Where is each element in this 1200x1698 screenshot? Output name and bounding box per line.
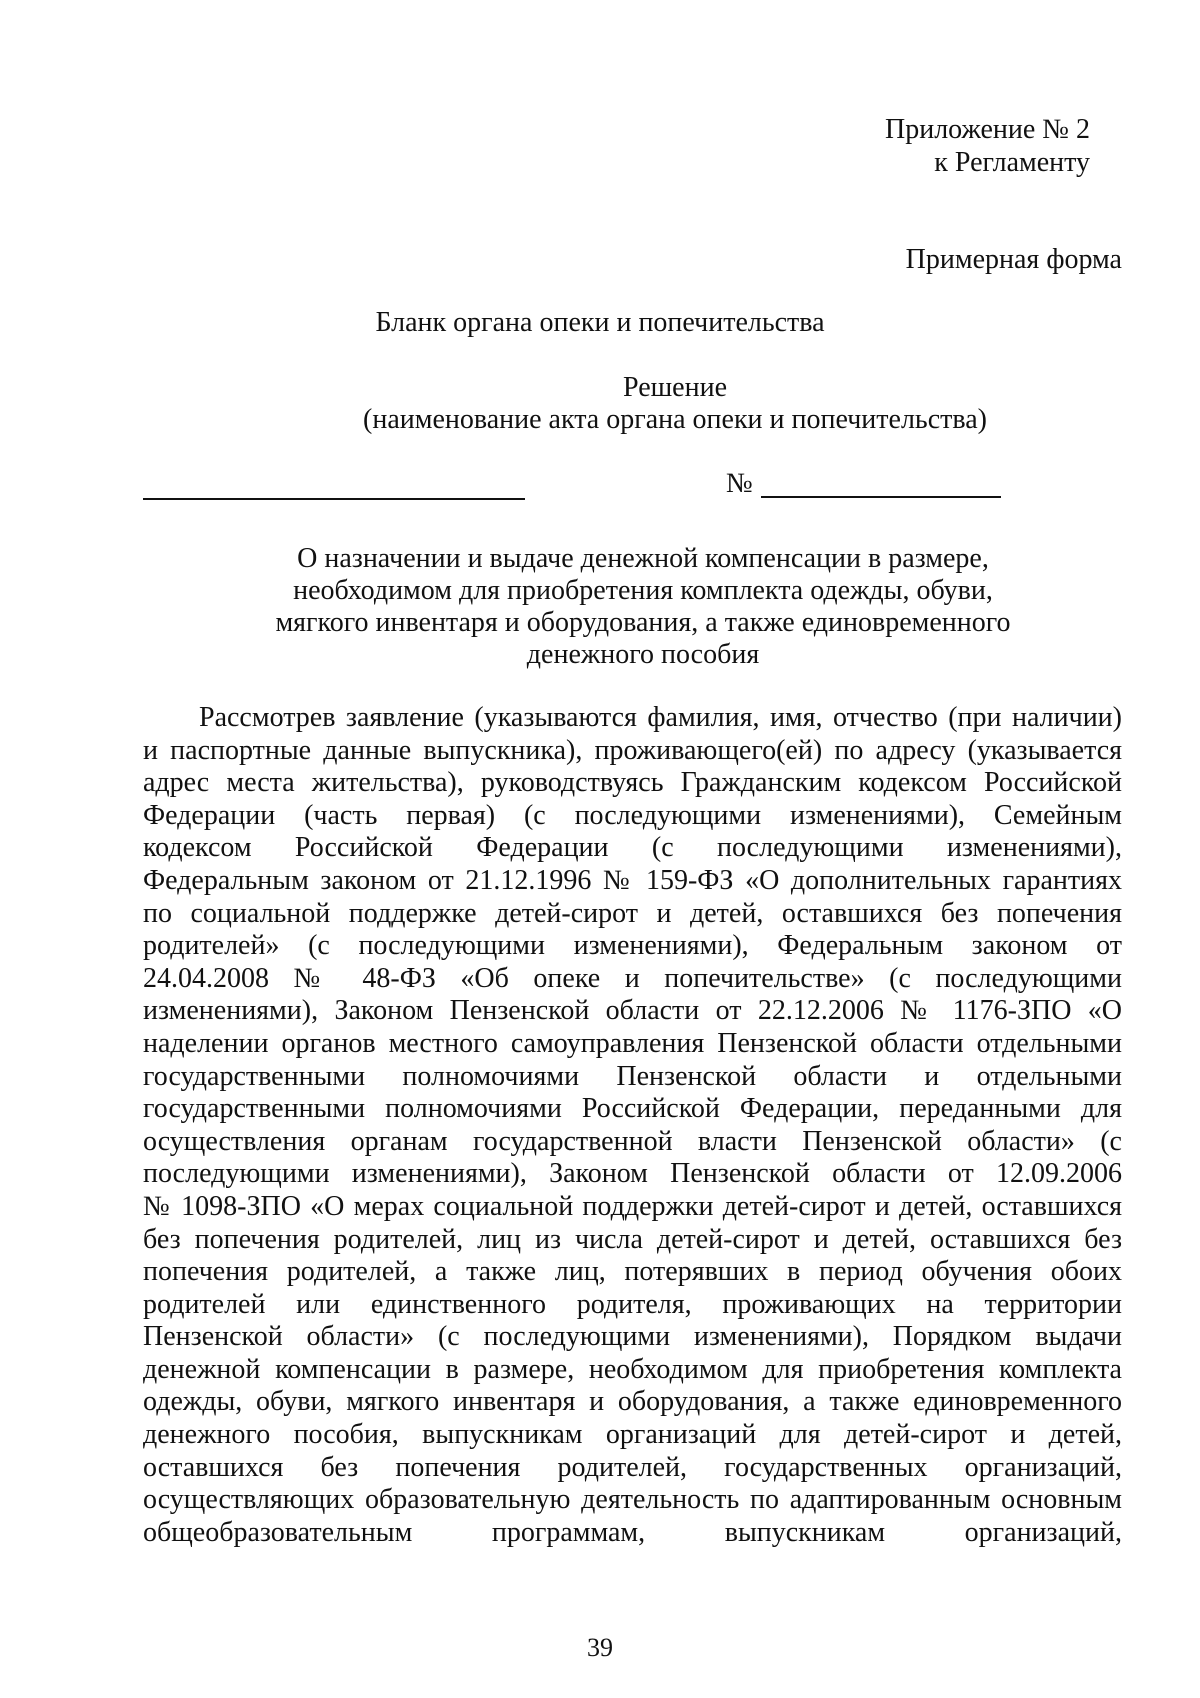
decision-heading	[355, 372, 995, 436]
body-line: кодексом Российской Федерации (с последующими изменениями),	[143, 832, 1122, 864]
body-line: попечения родителей, а также лиц, потерявших в период обучения обоих	[143, 1256, 1122, 1288]
subject-line: необходимом для приобретения комплекта одежды, обуви,	[293, 575, 993, 606]
body-line: и паспортные данные выпускника), проживающего(ей) по адресу (указывается	[143, 734, 1122, 766]
page-number: 39	[587, 1633, 613, 1662]
body-line: осуществляющих образовательную деятельность по адаптированным основным	[143, 1484, 1122, 1516]
body-line: № 1098-ЗПО «О мерах социальной поддержки детей-сирот и детей, оставшихся	[143, 1190, 1122, 1222]
body-line: последующими изменениями), Законом Пензенской области от 12.09.2006	[143, 1158, 1122, 1190]
sample-form-label: Примерная форма	[905, 244, 1122, 275]
guardianship-blank-label: Бланк органа опеки и попечительства	[375, 307, 825, 338]
body-line: Рассмотрев заявление (указываются фамилия, имя, отчество (при наличии)	[199, 702, 1122, 733]
body-line: изменениями), Законом Пензенской области от 22.12.2006 № 1176-ЗПО «О	[143, 995, 1122, 1027]
body-line: государственными полномочиями Пензенской области и отдельными	[143, 1060, 1122, 1092]
document-number-field	[726, 468, 1001, 500]
decision-title: Решение	[622, 372, 727, 403]
body-line: оставшихся без попечения родителей, государственных организаций,	[143, 1451, 1122, 1483]
number-blank-line	[761, 496, 1001, 498]
body-line: денежной компенсации в размере, необходимом для приобретения комплекта	[143, 1353, 1122, 1385]
body-line: Федерации (часть первая) (с последующими изменениями), Семейным	[143, 799, 1122, 831]
body-line: денежного пособия, выпускникам организаций для детей-сирот и детей,	[143, 1419, 1122, 1451]
body-line: государственными полномочиями Российской Федерации, переданными для	[143, 1093, 1122, 1125]
body-line: наделении органов местного самоуправления Пензенской области отдельными	[143, 1027, 1122, 1059]
body-line: родителей» (с последующими изменениями), Федеральным законом от	[143, 930, 1122, 962]
body-line: адрес места жительства), руководствуясь Гражданским кодексом Российской	[143, 767, 1122, 799]
body-line: Федеральным законом от 21.12.1996 № 159-ФЗ «О дополнительных гарантиях	[143, 864, 1122, 896]
body-line: Пензенской области» (с последующими изменениями), Порядком выдачи	[143, 1321, 1122, 1353]
number-sign: №	[726, 468, 753, 499]
subject-line: О назначении и выдаче денежной компенсации в размере,	[297, 543, 989, 574]
body-line: общеобразовательным программам, выпускникам организаций,	[143, 1516, 1122, 1548]
body-line: по социальной поддержке детей-сирот и детей, оставшихся без попечения	[143, 897, 1122, 929]
body-line: родителей или единственного родителя, проживающих на территории	[143, 1288, 1122, 1320]
decision-subject	[143, 543, 1143, 671]
subject-line: мягкого инвентаря и оборудования, а также единовременного	[275, 607, 1011, 638]
appendix-reference	[885, 113, 1090, 179]
appendix-regulation: к Регламенту	[934, 147, 1090, 178]
decision-subtitle: (наименование акта органа опеки и попечительства)	[363, 404, 987, 435]
body-line: 24.04.2008 № 48-ФЗ «Об опеке и попечительстве» (с последующими	[143, 962, 1122, 994]
subject-line: денежного пособия	[526, 639, 760, 670]
body-line: одежды, обуви, мягкого инвентаря и оборудования, а также единовременного	[143, 1386, 1122, 1418]
body-paragraph	[143, 702, 1122, 1549]
body-line: осуществления органам государственной власти Пензенской области» (с	[143, 1125, 1122, 1157]
body-line: без попечения родителей, лиц из числа детей-сирот и детей, оставшихся без	[143, 1223, 1122, 1255]
appendix-number: Приложение № 2	[885, 114, 1090, 145]
date-blank-line	[143, 498, 525, 500]
